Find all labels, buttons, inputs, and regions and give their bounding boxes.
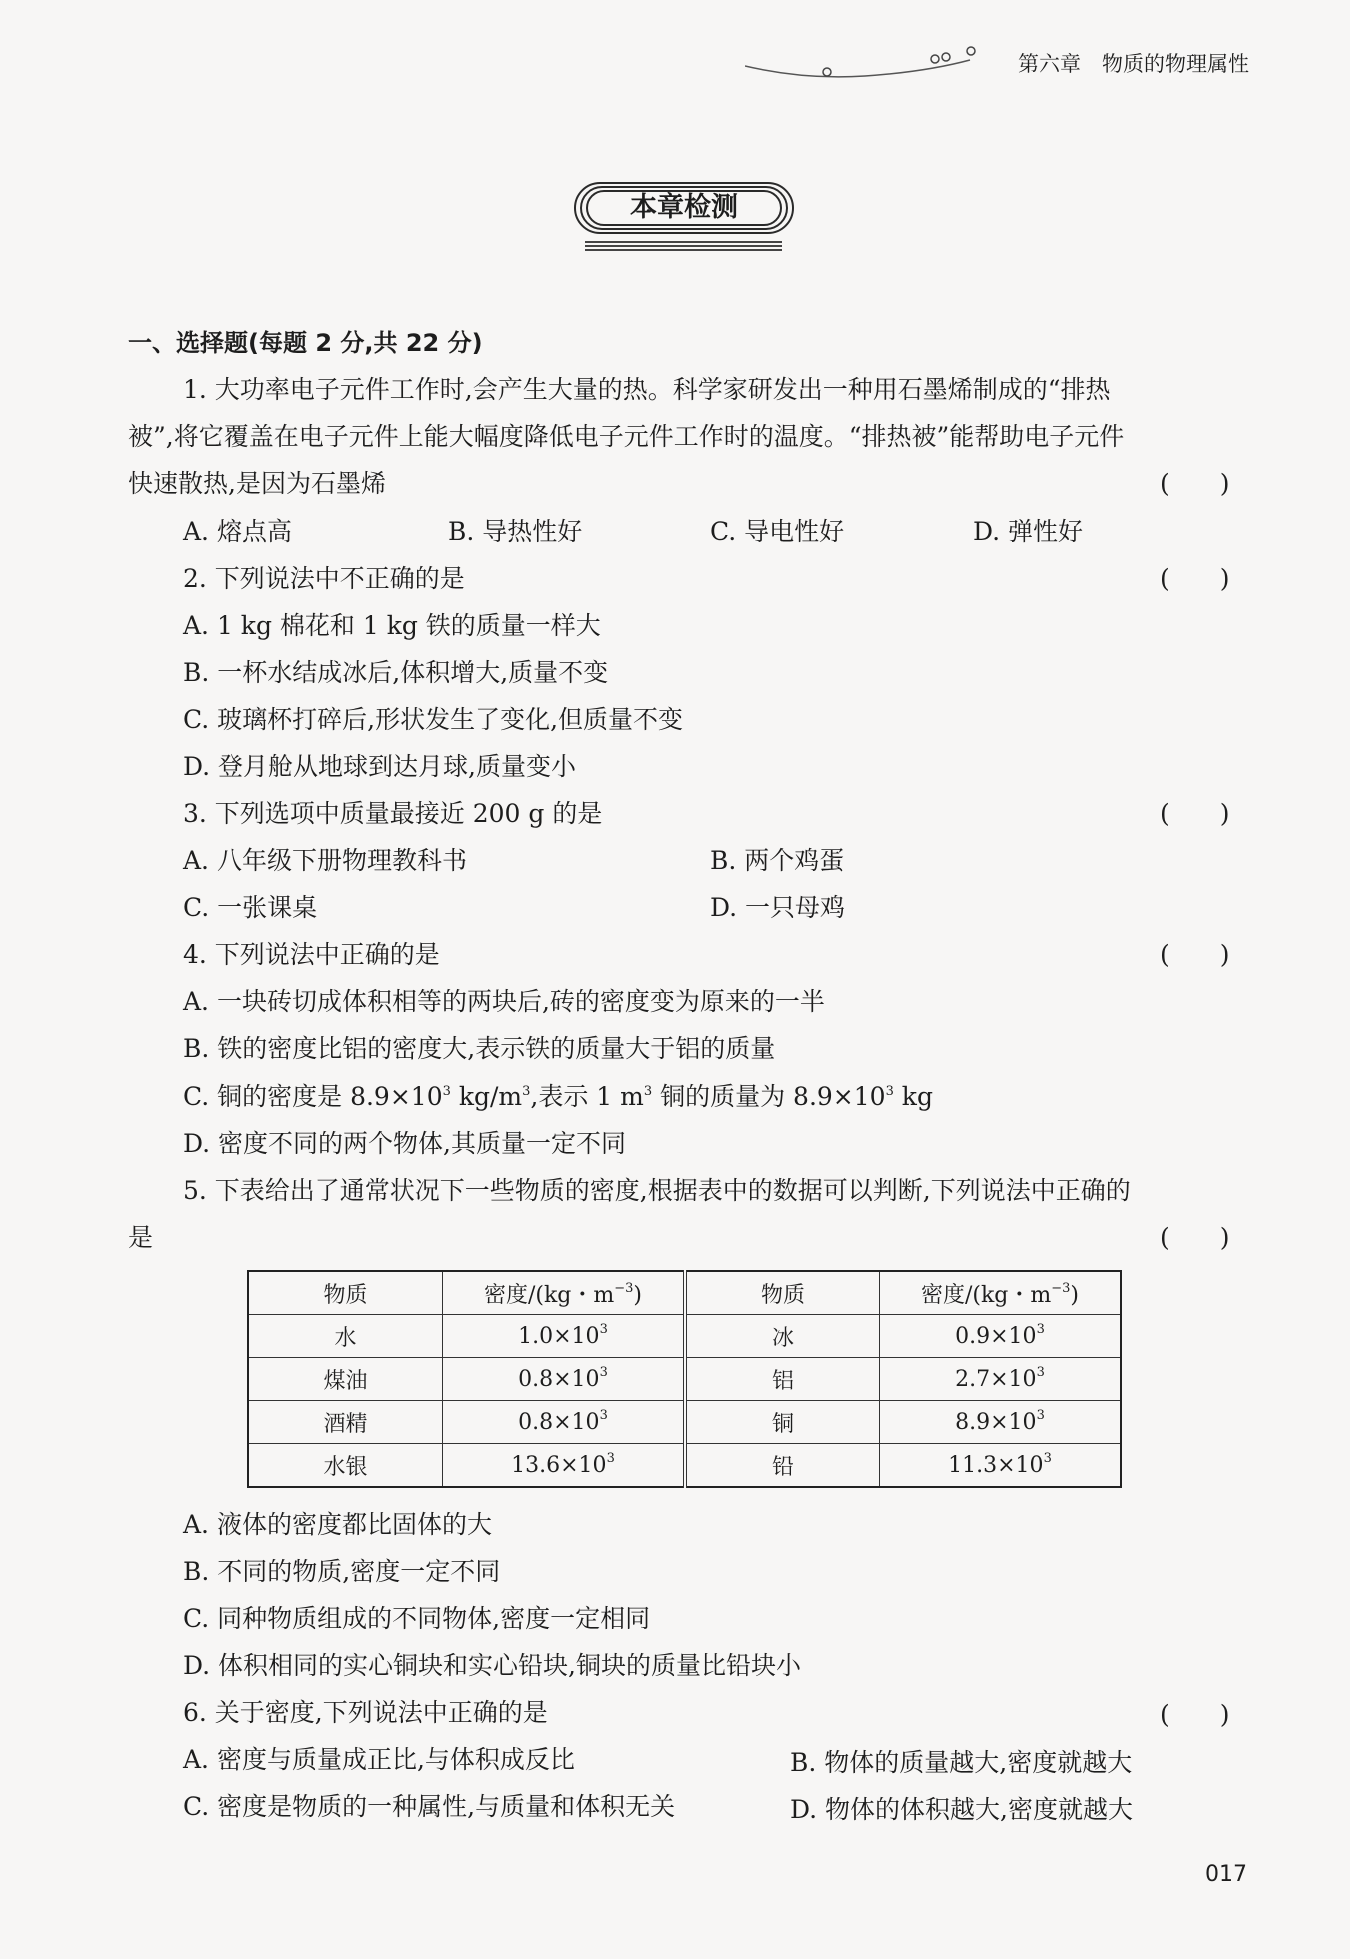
answer-paren: ( ) [1160,1700,1230,1729]
q1-option-b: B. 导热性好 [448,517,583,546]
q2-option-a: A. 1 kg 棉花和 1 kg 铁的质量一样大 [183,611,601,640]
q1-option-c: C. 导电性好 [710,517,845,546]
q4-option-c: C. 铜的密度是 $8.9\times 10^3$ $kg/m^3$,表示 1 $m^3$ 铜的质量为 $8.9\times 10^3$ kg [183,1082,933,1111]
table-cell: 冰 [685,1315,880,1358]
q5-option-b: B. 不同的物质,密度一定不同 [183,1557,501,1586]
q2-option-c: C. 玻璃杯打碎后,形状发生了变化,但质量不变 [183,705,684,734]
page-number: 017 [1205,1862,1247,1887]
table-cell: 铜 [685,1401,880,1444]
header-decoration [745,38,1010,88]
table-cell: $1.0\times 10^3$ [443,1315,686,1358]
q3-option-b: B. 两个鸡蛋 [710,846,845,875]
answer-paren: ( ) [1160,1223,1230,1252]
q2-option-b: B. 一杯水结成冰后,体积增大,质量不变 [183,658,609,687]
q6-option-c: C. 密度是物质的一种属性,与质量和体积无关 [183,1792,676,1821]
q6-option-a: A. 密度与质量成正比,与体积成反比 [183,1745,575,1774]
q4-stem: 4. 下列说法中正确的是 [183,940,440,969]
table-cell: $13.6\times 10^3$ [443,1444,686,1488]
q4-option-a: A. 一块砖切成体积相等的两块后,砖的密度变为原来的一半 [183,987,825,1016]
q2-stem: 2. 下列说法中不正确的是 [183,564,465,593]
table-cell: $11.3\times 10^3$ [880,1444,1122,1488]
table-cell: 铝 [685,1358,880,1401]
q6-option-b: B. 物体的质量越大,密度就越大 [790,1748,1133,1777]
q5-option-a: A. 液体的密度都比固体的大 [183,1510,492,1539]
q5-stem-line2: 是 [128,1223,154,1252]
table-cell: $0.8\times 10^3$ [443,1401,686,1444]
table-cell: $0.9\times 10^3$ [880,1315,1122,1358]
q6-option-d: D. 物体的体积越大,密度就越大 [790,1795,1133,1824]
q3-option-a: A. 八年级下册物理教科书 [183,846,467,875]
header-density: 密度/(kg・$m^{-3}$) [443,1271,686,1315]
table-cell: 酒精 [248,1401,443,1444]
q1-option-a: A. 熔点高 [183,517,292,546]
table-row [248,1315,1121,1358]
section-heading: 一、选择题(每题 2 分,共 22 分) [128,329,483,357]
answer-paren: ( ) [1160,469,1230,498]
table-cell: $8.9\times 10^3$ [880,1401,1122,1444]
table-cell: 水银 [248,1444,443,1488]
answer-paren: ( ) [1160,799,1230,828]
table-cell: $2.7\times 10^3$ [880,1358,1122,1401]
q6-stem: 6. 关于密度,下列说法中正确的是 [183,1698,548,1727]
density-table [247,1270,1122,1488]
q4-option-b: B. 铁的密度比铝的密度大,表示铁的质量大于铝的质量 [183,1034,776,1063]
q5-option-c: C. 同种物质组成的不同物体,密度一定相同 [183,1604,651,1633]
chapter-header: 第六章 物质的物理属性 [1018,52,1249,76]
answer-paren: ( ) [1160,564,1230,593]
q1-stem-line1: 1. 大功率电子元件工作时,会产生大量的热。科学家研发出一种用石墨烯制成的“排热 [183,375,1111,404]
q3-stem: 3. 下列选项中质量最接近 200 g 的是 [183,799,603,828]
q3-option-d: D. 一只母鸡 [710,893,846,922]
table-row [248,1444,1121,1488]
answer-paren: ( ) [1160,940,1230,969]
header-substance: 物质 [248,1271,443,1315]
q1-stem-line3: 快速散热,是因为石墨烯 [128,469,386,498]
table-cell: 铅 [685,1444,880,1488]
q5-stem-line1: 5. 下表给出了通常状况下一些物质的密度,根据表中的数据可以判断,下列说法中正确的 [183,1176,1131,1205]
table-header-row [248,1271,1121,1315]
q3-option-c: C. 一张课桌 [183,893,318,922]
q1-stem-line2: 被”,将它覆盖在电子元件上能大幅度降低电子元件工作时的温度。“排热被”能帮助电子元件 [128,422,1125,451]
table-cell: 水 [248,1315,443,1358]
section-title-badge [574,182,794,234]
title-underline [585,241,782,253]
page-title: 本章检测 [630,192,738,223]
table-cell: $0.8\times 10^3$ [443,1358,686,1401]
q2-option-d: D. 登月舱从地球到达月球,质量变小 [183,752,576,781]
header-substance: 物质 [685,1271,880,1315]
q1-option-d: D. 弹性好 [973,517,1084,546]
header-density: 密度/(kg・$m^{-3}$) [880,1271,1122,1315]
table-row [248,1358,1121,1401]
q5-option-d: D. 体积相同的实心铜块和实心铅块,铜块的质量比铅块小 [183,1651,801,1680]
q4-option-d: D. 密度不同的两个物体,其质量一定不同 [183,1129,626,1158]
table-row [248,1401,1121,1444]
table-cell: 煤油 [248,1358,443,1401]
